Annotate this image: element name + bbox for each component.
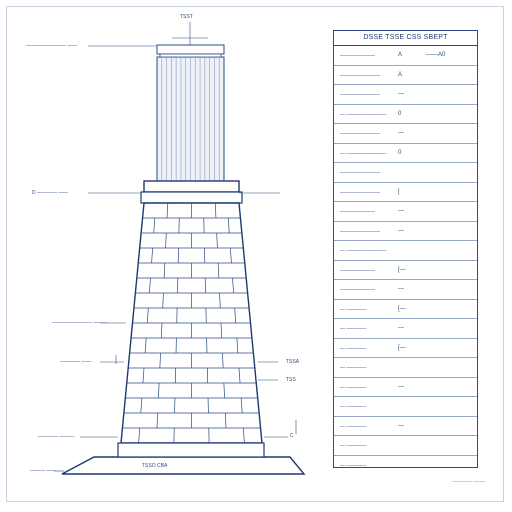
plinth-label: TSSO CBA [142,463,168,469]
table-cell-b: — [398,286,404,292]
table-cell-b: [— [398,344,406,351]
table-cell-a: ———————— [340,189,380,196]
schedule-rows [334,46,477,475]
top-dimension-label: TSST [180,14,193,20]
table-row [334,339,477,359]
table-cell-a: ———————— [340,170,380,176]
table-cell-a: — ———— [340,345,367,352]
table-row [334,46,477,66]
table-cell-b: — [398,227,404,234]
table-row [334,85,477,105]
table-cell-a: ——————— [340,287,375,293]
table-cell-a: ———————— [340,92,380,98]
table-row [334,300,477,320]
label-base-top: ———— ——— [38,434,75,440]
table-cell-b: A [398,71,403,78]
table-row [334,261,477,281]
table-row [334,144,477,164]
brick-tower-body [121,203,262,443]
label-base: ——— —— [30,468,57,474]
label-shaft-mid: ———————— ——— [52,320,109,326]
table-row [334,358,477,378]
table-cell-b: — [398,422,404,429]
table-cell-b: [— [398,305,406,312]
label-right-2: TSS [286,377,296,383]
label-shaft-low: ———— —— [60,359,92,365]
table-row [334,241,477,261]
table-cell-b: 0 [398,149,402,156]
table-row [334,66,477,86]
table-cell-b: — [398,130,404,136]
table-row [334,319,477,339]
table-cell-a: ———————— [340,131,380,137]
table-row [334,397,477,417]
table-row [334,105,477,125]
capital-lower [141,192,242,203]
table-cell-a: — ———— [340,384,367,391]
capital-block [144,181,239,192]
table-cell-a: — ———— [340,306,367,313]
table-row [334,124,477,144]
label-right-3: C [290,433,294,439]
table-cell-a: — ———————— [340,111,387,118]
table-row [334,456,477,476]
table-row [334,417,477,437]
table-cell-b: A [398,52,403,58]
table-row [334,202,477,222]
table-row [334,378,477,398]
base-step [118,443,264,457]
table-cell-a: — ———— [340,326,367,332]
table-cell-c: ——A0 [426,52,446,58]
table-cell-b: — [398,325,404,331]
column-top-cap [157,45,224,54]
table-cell-b: — [398,208,404,214]
table-cell-a: — ———— [340,462,367,469]
schedule-title: DSSE TSSE CSS SBEPT [334,31,477,46]
table-cell-a: ——————— [340,267,375,274]
table-cell-a: ——————— [340,209,375,215]
column-abacus [160,54,221,57]
table-row [334,183,477,203]
table-cell-a: — ———————— [340,150,387,157]
table-row [334,222,477,242]
label-column-top: ———————— —— [26,43,78,49]
schedule-table [333,30,478,468]
table-cell-b: — [398,383,404,390]
table-cell-a: ———————— [340,228,380,235]
table-cell-a: — ———— [340,404,367,410]
label-right-1: TSSA [286,359,300,365]
table-cell-a: ——————— [340,53,375,59]
column-shaft [157,57,224,181]
table-cell-a: — ———— [340,423,367,430]
table-cell-a: — ———— [340,365,367,371]
table-cell-a: — ———— [340,443,367,449]
footer-note: ————— ——— [452,478,486,483]
table-cell-b: 0 [398,110,402,117]
base-plinth [62,457,304,474]
table-cell-b: [— [398,266,406,273]
table-row [334,280,477,300]
table-cell-b: [ [398,188,400,195]
table-row [334,163,477,183]
table-cell-a: — ———————— [340,248,387,254]
table-row [334,436,477,456]
label-capital: D ———— —— [32,190,69,196]
table-cell-b: — [398,91,404,97]
table-cell-a: ———————— [340,72,380,79]
